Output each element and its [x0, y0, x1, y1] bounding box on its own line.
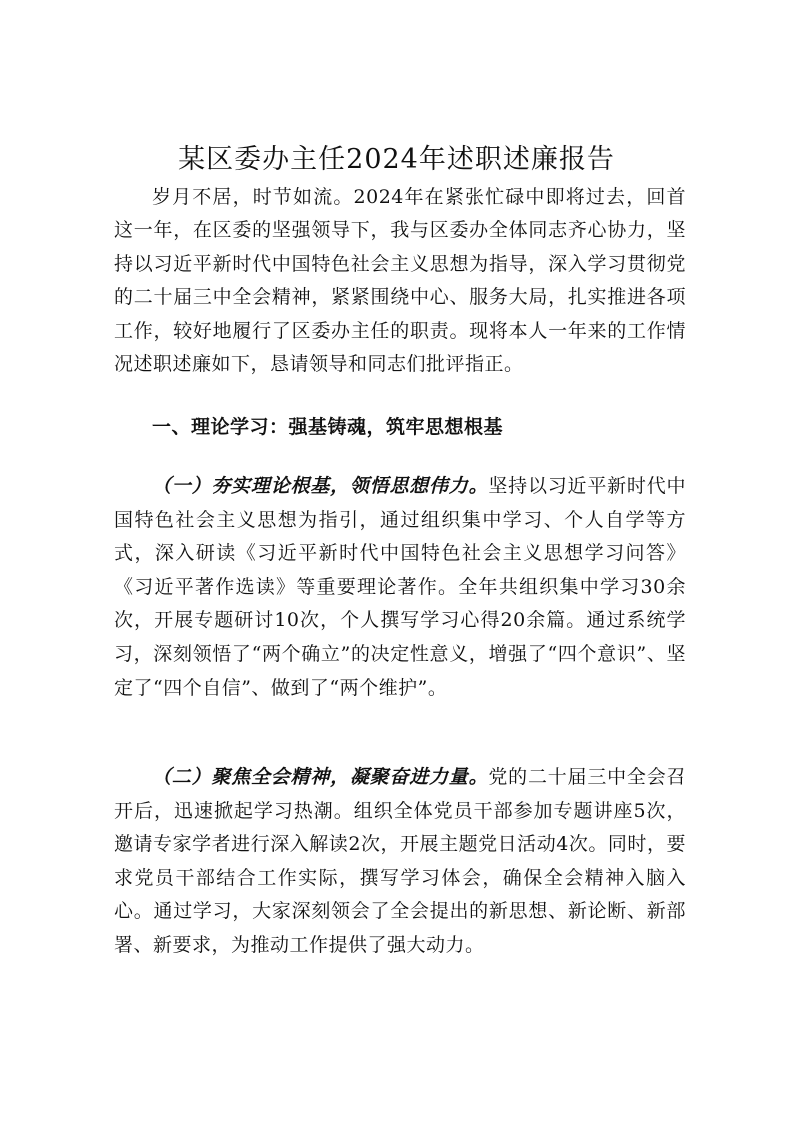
- document-title: 某区委办主任2024年述职述廉报告: [178, 144, 615, 175]
- item-1-lead: （一）夯实理论根基，领悟思想伟力。: [152, 475, 489, 497]
- item-2-lead: （二）聚焦全会精神，凝聚奋进力量。: [152, 766, 489, 788]
- section-item-2: [114, 761, 686, 963]
- item-1-text: 坚持以习近平新时代中国特色社会主义思想为指引，通过组织集中学习、个人自学等方式，深入研读《习近平新时代中国特色社会主义思想学习问答》《习近平著作选读》等重要理论著作。全年共组织集中学习30余次，开展专题研讨10次，个人撰写学习心得20余篇。通过系统学习，深刻领悟了“两个确立”的决定性意义，增强了“四个意识”、坚定了“四个自信”、做到了“两个维护”。: [114, 475, 686, 699]
- section-item-1: [114, 470, 686, 705]
- section-heading: 一、理论学习：强基铸魂，筑牢思想根基: [152, 416, 504, 438]
- intro-paragraph: 岁月不居，时节如流。2024年在紧张忙碌中即将过去，回首这一年，在区委的坚强领导下，我与区委办全体同志齐心协力，坚持以习近平新时代中国特色社会主义思想为指导，深入学习贯彻党的二十届三中全会精神，紧紧围绕中心、服务大局，扎实推进各项工作，较好地履行了区委办主任的职责。现将本人一年来的工作情况述职述廉如下，恳请领导和同志们批评指正。: [114, 186, 686, 376]
- item-2-text: 党的二十届三中全会召开后，迅速掀起学习热潮。组织全体党员干部参加专题讲座5次，邀请专家学者进行深入解读2次，开展主题党日活动4次。同时，要求党员干部结合工作实际，撰写学习体会，确保全会精神入脑入心。通过学习，大家深刻领会了全会提出的新思想、新论断、新部署、新要求，为推动工作提供了强大动力。: [114, 766, 686, 956]
